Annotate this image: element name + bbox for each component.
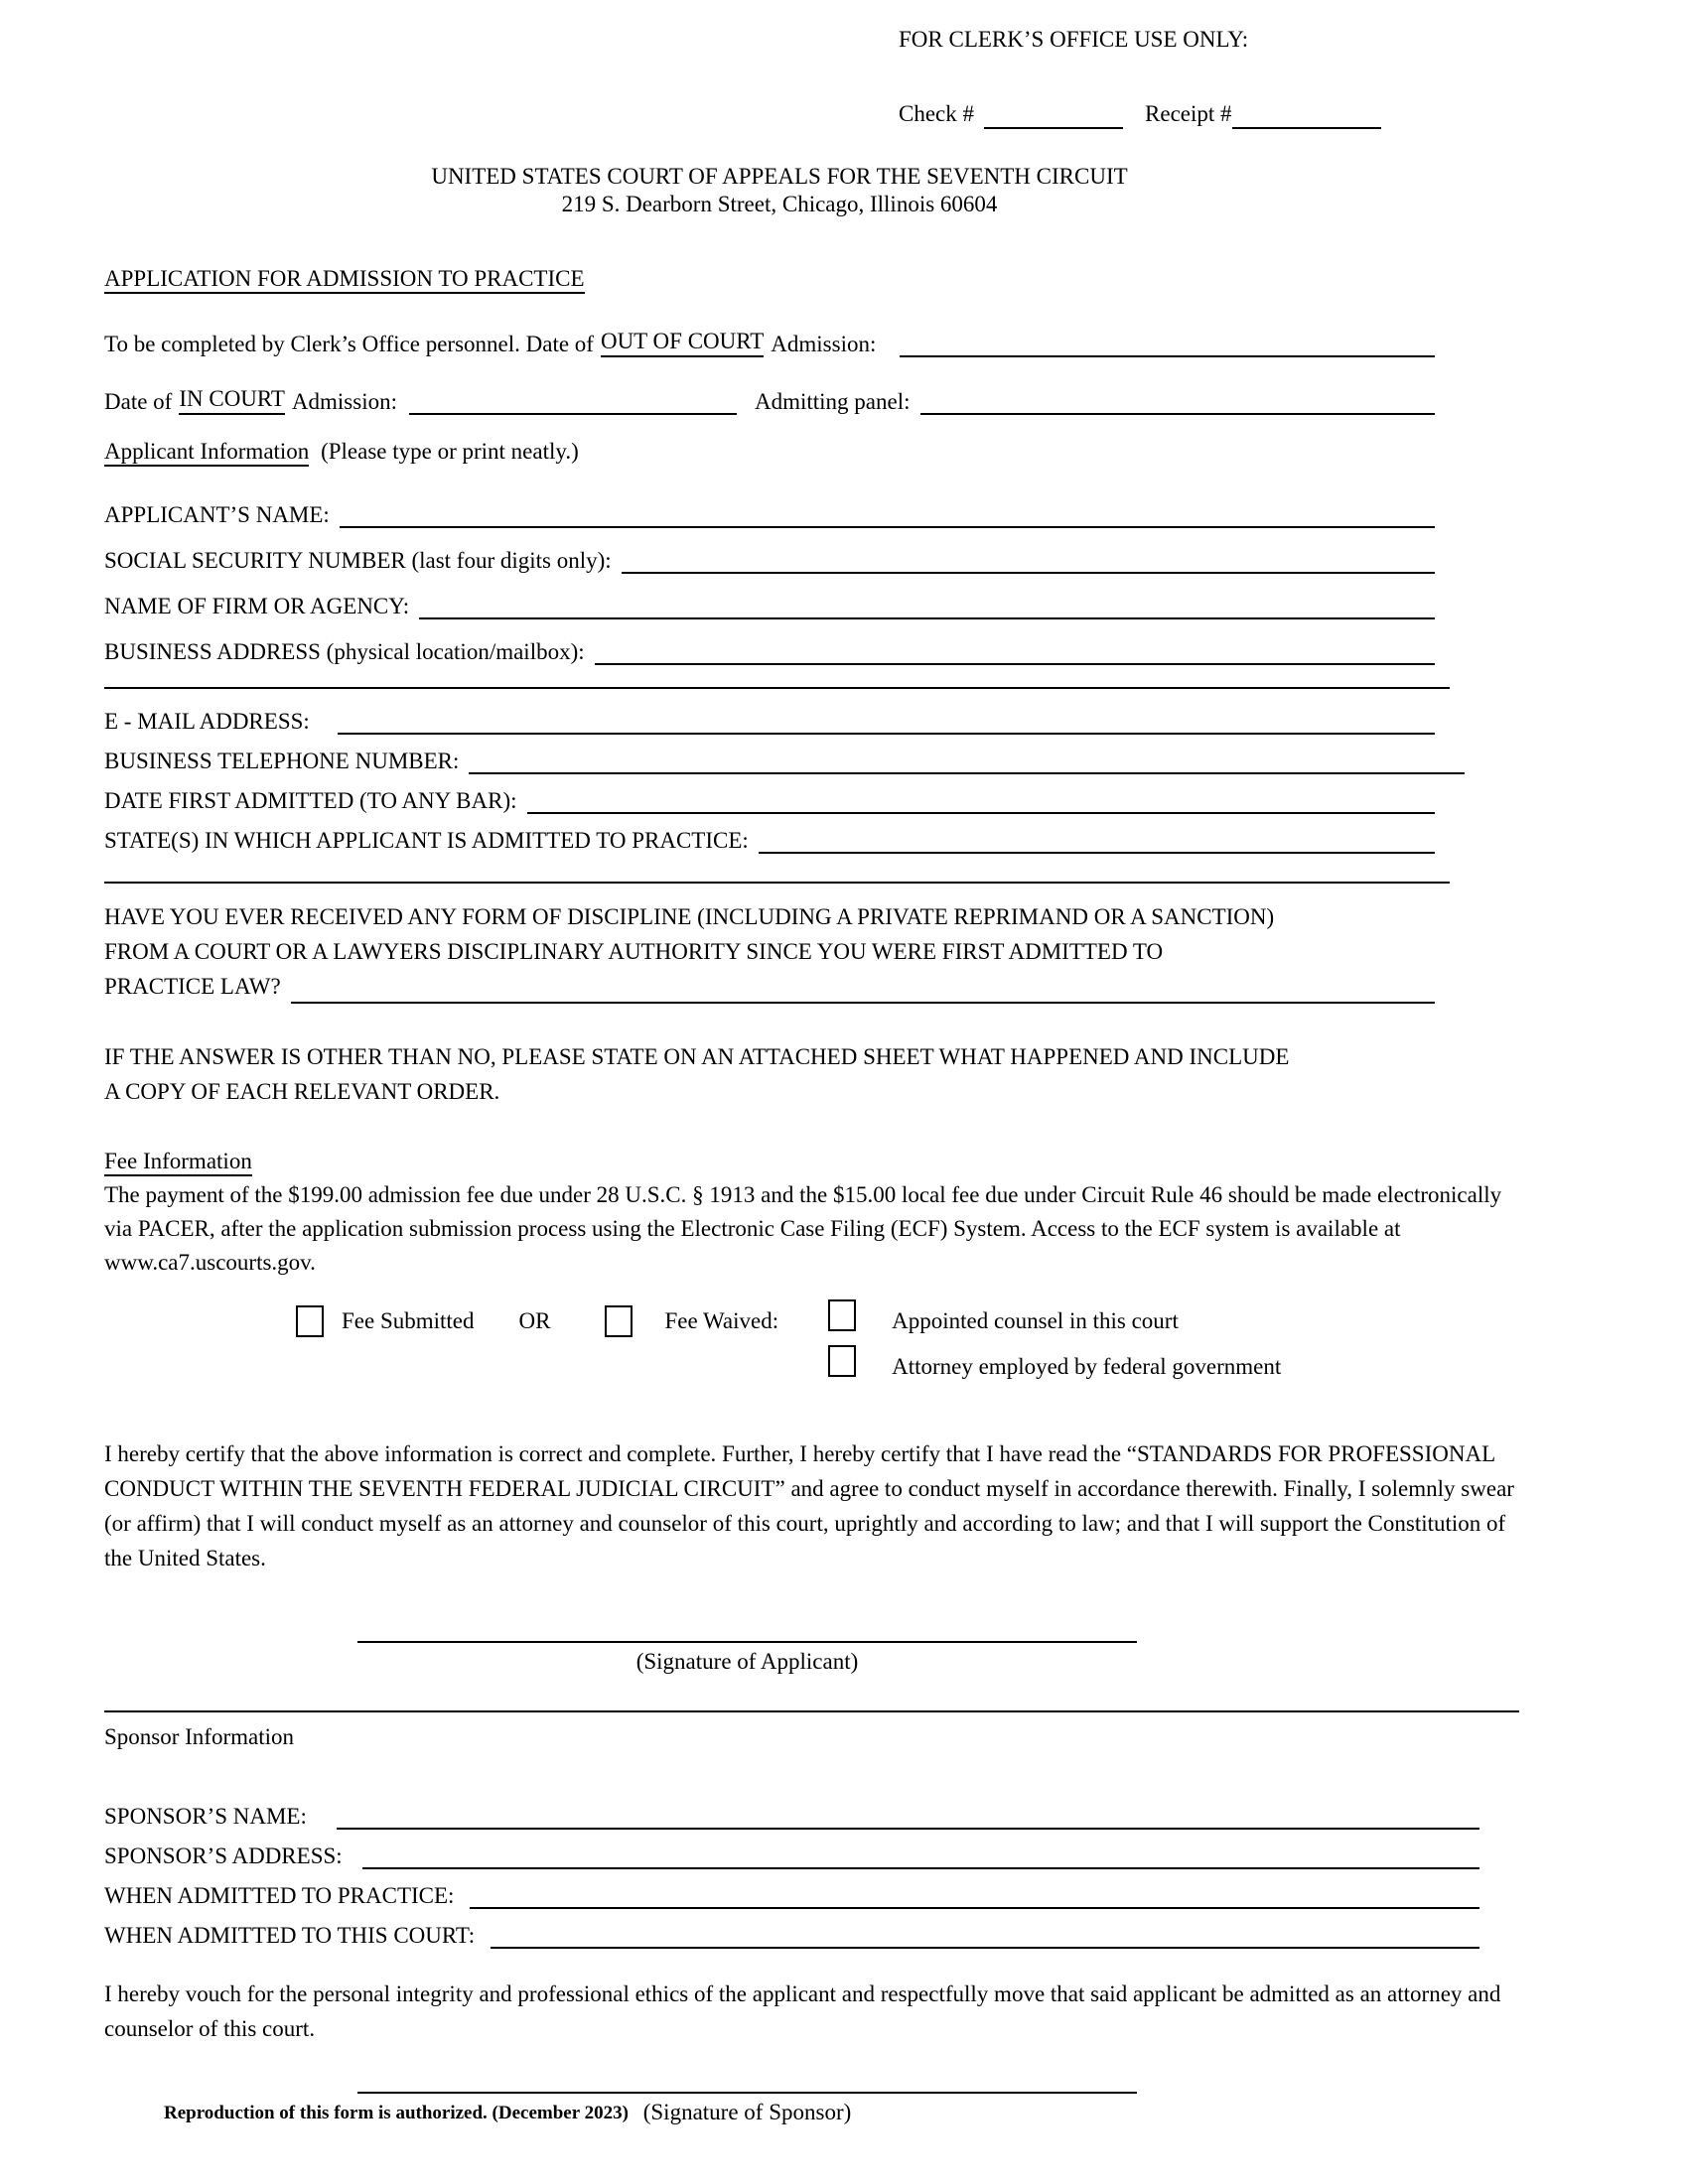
court-name: UNITED STATES COURT OF APPEALS FOR THE SEVENTH CIRCUIT [431, 164, 1128, 189]
email-input-line[interactable] [338, 705, 1435, 735]
out-of-court-prefix: To be completed by Clerk’s Office personnel. Date of [104, 332, 594, 356]
check-number-input-line[interactable] [984, 103, 1123, 129]
form-footer-note: Reproduction of this form is authorized. (December 2023) [164, 2103, 629, 2123]
business-address-continuation-line[interactable] [104, 673, 1450, 689]
discipline-answer-input-line[interactable] [291, 976, 1435, 1004]
fee-information-heading: Fee Information [104, 1147, 1519, 1176]
applicant-signature-block [104, 1617, 1390, 1677]
fee-options [104, 1305, 1519, 1397]
fee-submitted-checkbox[interactable] [296, 1305, 324, 1337]
business-address-row [104, 619, 1519, 665]
sponsor-information-heading: Sponsor Information [104, 1724, 295, 1749]
sponsor-admitted-court-label: WHEN ADMITTED TO THIS COURT: [104, 1923, 476, 1948]
federal-attorney-label: Attorney employed by federal government [892, 1354, 1282, 1379]
clerk-office-use-block [899, 26, 1519, 129]
sponsor-address-row [104, 1830, 1519, 1869]
applicant-signature-label: (Signature of Applicant) [635, 1649, 859, 1674]
federal-attorney-checkbox[interactable] [828, 1345, 856, 1377]
phone-label: BUSINESS TELEPHONE NUMBER: [104, 749, 460, 773]
phone-row [104, 735, 1519, 774]
discipline-instructions: IF THE ANSWER IS OTHER THAN NO, PLEASE STATE ON AN ATTACHED SHEET WHAT HAPPENED AND INCLUDE A COPY OF EACH RELEVANT ORDER. [104, 1044, 1290, 1104]
sponsor-name-label: SPONSOR’S NAME: [104, 1804, 307, 1829]
receipt-number-label: Receipt # [1145, 101, 1232, 126]
in-court-underlined: IN COURT [179, 386, 285, 415]
fee-waived-checkbox[interactable] [605, 1305, 633, 1337]
court-address: 219 S. Dearborn Street, Chicago, Illinois 60604 [561, 192, 998, 216]
sponsor-name-input-line[interactable] [337, 1800, 1479, 1830]
discipline-question-line1: HAVE YOU EVER RECEIVED ANY FORM OF DISCIPLINE (INCLUDING A PRIVATE REPRIMAND OR A SANCTION) [104, 904, 1275, 929]
states-admitted-row [104, 814, 1519, 854]
appointed-counsel-option [828, 1305, 1281, 1351]
business-address-input-line[interactable] [595, 635, 1435, 665]
firm-row [104, 574, 1519, 619]
sponsor-admitted-court-input-line[interactable] [491, 1919, 1479, 1949]
states-admitted-continuation-line[interactable] [104, 868, 1450, 884]
out-of-court-suffix: Admission: [771, 332, 877, 356]
first-admitted-input-line[interactable] [527, 784, 1435, 814]
states-admitted-input-line[interactable] [759, 824, 1435, 854]
out-of-court-underlined: OUT OF COURT [601, 329, 764, 357]
form-title: APPLICATION FOR ADMISSION TO PRACTICE [104, 264, 1519, 294]
email-row [104, 695, 1519, 735]
firm-input-line[interactable] [419, 590, 1435, 619]
appointed-counsel-checkbox[interactable] [828, 1299, 856, 1331]
fee-paragraph: The payment of the $199.00 admission fee due under 28 U.S.C. § 1913 and the $15.00 local fee due under Circuit Rule 46 should be made electronically via PACER, after the application submission process using the Electronic Case Filing (ECF) System. Access to the ECF system is available at www.ca7.uscourts.gov. [104, 1182, 1502, 1275]
sponsor-admitted-practice-row [104, 1869, 1519, 1909]
phone-input-line[interactable] [469, 745, 1465, 774]
sponsor-name-row [104, 1790, 1519, 1830]
discipline-question-line3: PRACTICE LAW? [104, 974, 281, 999]
in-court-date-input-line[interactable] [409, 385, 737, 415]
fee-or-label: OR [518, 1308, 551, 1333]
in-court-admission-row [104, 381, 1519, 415]
sponsor-address-input-line[interactable] [362, 1840, 1479, 1869]
fee-submitted-label: Fee Submitted [342, 1308, 475, 1333]
receipt-number-input-line[interactable] [1232, 103, 1381, 129]
out-of-court-date-input-line[interactable] [900, 328, 1435, 357]
sponsor-section-divider [104, 1710, 1519, 1712]
first-admitted-label: DATE FIRST ADMITTED (TO ANY BAR): [104, 788, 517, 813]
certification-paragraph: I hereby certify that the above information is correct and complete. Further, I hereby certify that I have read the “STANDARDS FOR PROFESSIONAL CONDUCT WITHIN THE SEVENTH FEDERAL JUDICIAL CIRCUIT” and agree to conduct myself in accordance therewith. Finally, I solemnly swear (or affirm) that I will conduct myself as an attorney and counselor of this court, uprightly and according to law; and that I will support the Constitution of the United States. [104, 1441, 1514, 1570]
appointed-counsel-label: Appointed counsel in this court [892, 1308, 1179, 1333]
sponsor-vouch-paragraph: I hereby vouch for the personal integrity and professional ethics of the applicant and respectfully move that said applicant be admitted as an attorney and counselor of this court. [104, 1981, 1501, 2041]
applicant-information-heading: Applicant Information (Please type or print neatly.) [104, 437, 1519, 467]
admitting-panel-input-line[interactable] [920, 385, 1435, 415]
firm-label: NAME OF FIRM OR AGENCY: [104, 594, 410, 618]
sponsor-signature-line[interactable] [357, 2068, 1137, 2094]
ssn-row [104, 528, 1519, 574]
first-admitted-row [104, 774, 1519, 814]
sponsor-signature-label: (Signature of Sponsor) [642, 2100, 852, 2124]
applicant-name-row [104, 482, 1519, 528]
federal-attorney-option [828, 1351, 1281, 1397]
clerk-office-use-title: FOR CLERK’S OFFICE USE ONLY: [899, 27, 1249, 52]
sponsor-admitted-court-row [104, 1909, 1519, 1949]
applicant-name-input-line[interactable] [340, 498, 1435, 528]
in-court-suffix: Admission: [291, 389, 397, 414]
discipline-question-line2: FROM A COURT OR A LAWYERS DISCIPLINARY AUTHORITY SINCE YOU WERE FIRST ADMITTED TO [104, 939, 1164, 964]
email-label: E - MAIL ADDRESS: [104, 709, 310, 734]
ssn-label: SOCIAL SECURITY NUMBER (last four digits only): [104, 548, 612, 573]
check-number-label: Check # [899, 101, 975, 126]
admitting-panel-label: Admitting panel: [755, 389, 911, 414]
discipline-question [104, 899, 1519, 1004]
states-admitted-label: STATE(S) IN WHICH APPLICANT IS ADMITTED TO PRACTICE: [104, 828, 749, 853]
applicant-name-label: APPLICANT’S NAME: [104, 502, 330, 527]
fee-waived-label: Fee Waived: [664, 1308, 779, 1333]
sponsor-admitted-practice-input-line[interactable] [470, 1879, 1479, 1909]
out-of-court-admission-row [104, 324, 1519, 357]
sponsor-admitted-practice-label: WHEN ADMITTED TO PRACTICE: [104, 1883, 455, 1908]
business-address-label: BUSINESS ADDRESS (physical location/mailbox): [104, 639, 585, 664]
applicant-signature-line[interactable] [357, 1617, 1137, 1643]
in-court-prefix: Date of [104, 389, 173, 414]
ssn-input-line[interactable] [622, 544, 1435, 574]
sponsor-address-label: SPONSOR’S ADDRESS: [104, 1843, 343, 1868]
